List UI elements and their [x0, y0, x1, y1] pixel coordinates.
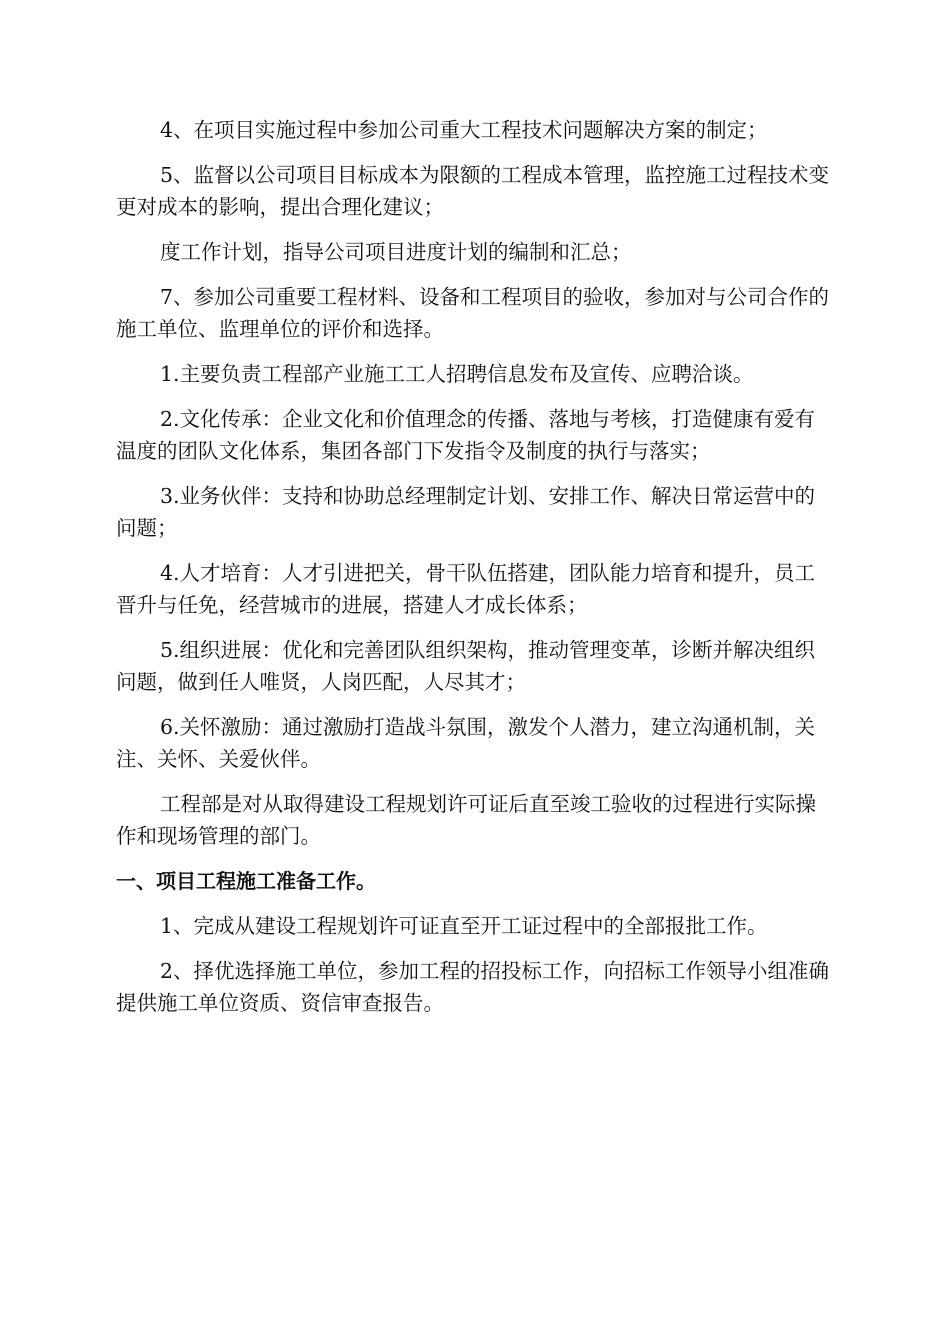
paragraph-talent: 4.人才培育：人才引进把关，骨干队伍搭建，团队能力培育和提升，员工晋升与任免，经营城市的进展，搭建人才成长体系；: [116, 561, 816, 617]
paragraph-schedule: 度工作计划，指导公司项目进度计划的编制和汇总；: [160, 240, 632, 264]
paragraph-item-4: 4、在项目实施过程中参加公司重大工程技术问题解决方案的制定；: [160, 118, 768, 142]
document-body: [116, 114, 832, 1032]
paragraph-item-5: 5、监督以公司项目目标成本为限额的工程成本管理，监控施工过程技术变更对成本的影响，提出合理化建议；: [116, 163, 830, 219]
paragraph-approval: 1、完成从建设工程规划许可证直至开工证过程中的全部报批工作。: [160, 914, 768, 938]
paragraph-item-7: 7、参加公司重要工程材料、设备和工程项目的验收，参加对与公司合作的施工单位、监理单位的评价和选择。: [116, 285, 830, 341]
paragraph-bidding: 2、择优选择施工单位，参加工程的招投标工作，向招标工作领导小组准确提供施工单位资质、资信审查报告。: [116, 959, 830, 1015]
paragraph-culture: 2.文化传承：企业文化和价值理念的传播、落地与考核，打造健康有爱有温度的团队文化体系，集团各部门下发指令及制度的执行与落实；: [116, 407, 816, 463]
paragraph-business-partner: 3.业务伙伴：支持和协助总经理制定计划、安排工作、解决日常运营中的问题；: [116, 484, 816, 540]
paragraph-organization: 5.组织进展：优化和完善团队组织架构，推动管理变革，诊断并解决组织问题，做到任人唯贤，人岗匹配，人尽其才；: [116, 638, 816, 694]
paragraph-recruitment: 1.主要负责工程部产业施工工人招聘信息发布及宣传、应聘洽谈。: [160, 362, 754, 386]
paragraph-engineering-dept: 工程部是对从取得建设工程规划许可证后直至竣工验收的过程进行实际操作和现场管理的部门。: [116, 792, 816, 848]
paragraph-care: 6.关怀激励：通过激励打造战斗氛围，激发个人潜力，建立沟通机制，关注、关怀、关爱伙伴。: [116, 715, 816, 771]
section-heading: 一、项目工程施工准备工作。: [116, 869, 376, 893]
